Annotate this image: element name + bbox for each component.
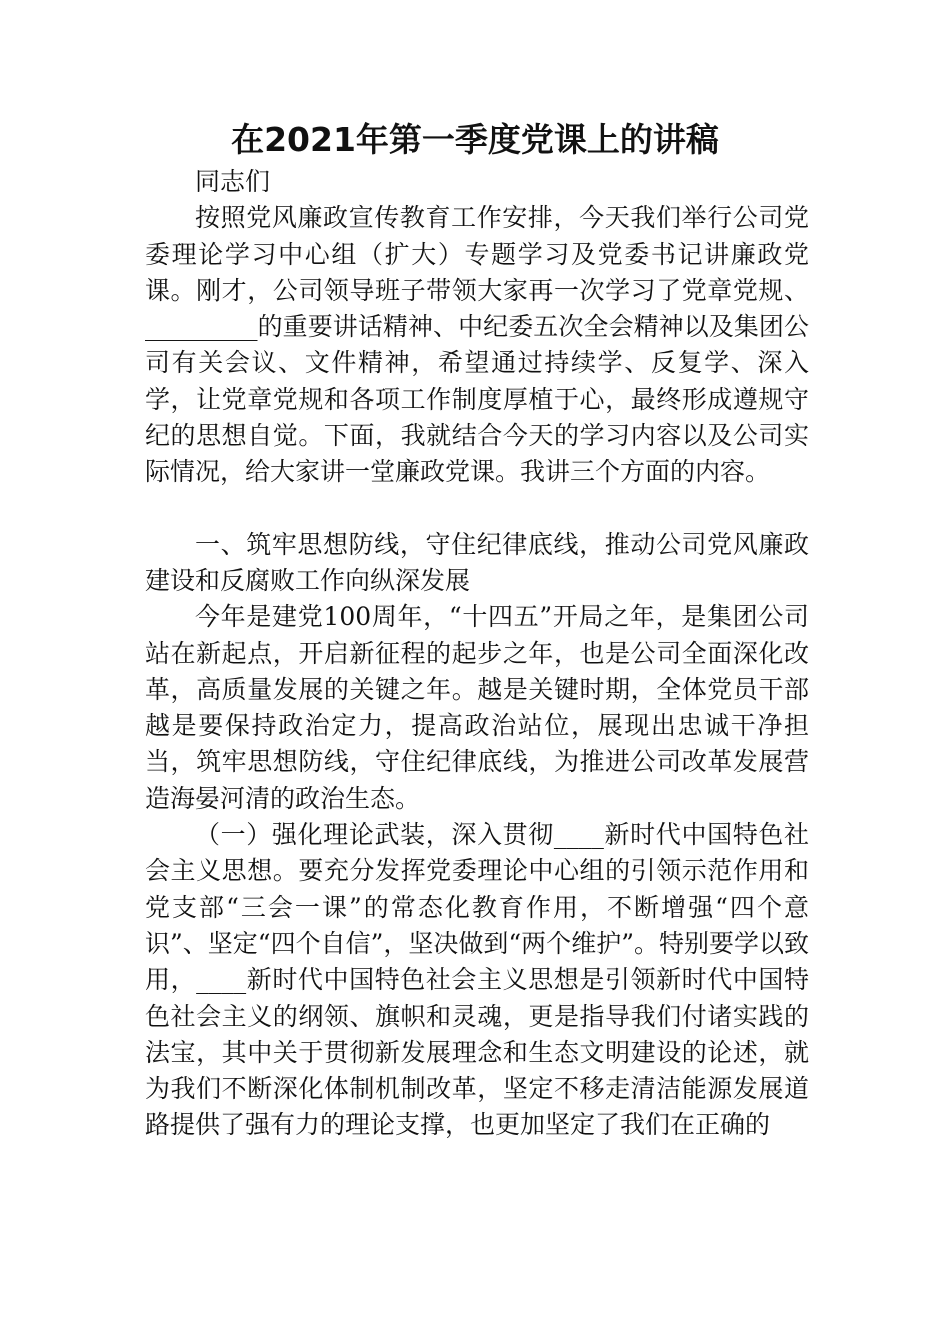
document-title: 在2021年第一季度党课上的讲稿 [231, 120, 719, 159]
section-heading: 一、筑牢思想防线，守住纪律底线，推动公司党风廉政建设和反腐败工作向纵深发展 [145, 529, 809, 595]
salutation: 同志们 [195, 167, 271, 196]
document-body [145, 164, 809, 1144]
body-paragraph: 按照党风廉政宣传教育工作安排，今天我们举行公司党委理论学习中心组（扩大）专题学习及党委书记讲廉政党课。刚才，公司领导班子带领大家再一次学习了党章党规、_________的重要讲话精神、中纪委五次全会精神以及集团公司有关会议、文件精神，希望通过持续学、反复学、深入学，让党章党规和各项工作制度厚植于心，最终形成遵规守纪的思想自觉。下面，我就结合今天的学习内容以及公司实际情况，给大家讲一堂廉政党课。我讲三个方面的内容。 [145, 203, 809, 487]
body-paragraph: 今年是建党100周年，“十四五”开局之年，是集团公司站在新起点，开启新征程的起步之年，也是公司全面深化改革，高质量发展的关键之年。越是关键时期，全体党员干部越是要保持政治定力，提高政治站位，展现出忠诚干净担当，筑牢思想防线，守住纪律底线，为推进公司改革发展营造海晏河清的政治生态。 [145, 602, 809, 813]
subsection-paragraph: （一）强化理论武装，深入贯彻____新时代中国特色社会主义思想。要充分发挥党委理论中心组的引领示范作用和党支部“三会一课”的常态化教育作用，不断增强“四个意识”、坚定“四个自信”，坚决做到“两个维护”。特别要学以致用，____新时代中国特色社会主义思想是引领新时代中国特色社会主义的纲领、旗帜和灵魂，更是指导我们付诸实践的法宝，其中关于贯彻新发展理念和生态文明建设的论述，就为我们不断深化体制机制改革，坚定不移走清洁能源发展道路提供了强有力的理论支撑，也更加坚定了我们在正确的 [145, 820, 809, 1140]
